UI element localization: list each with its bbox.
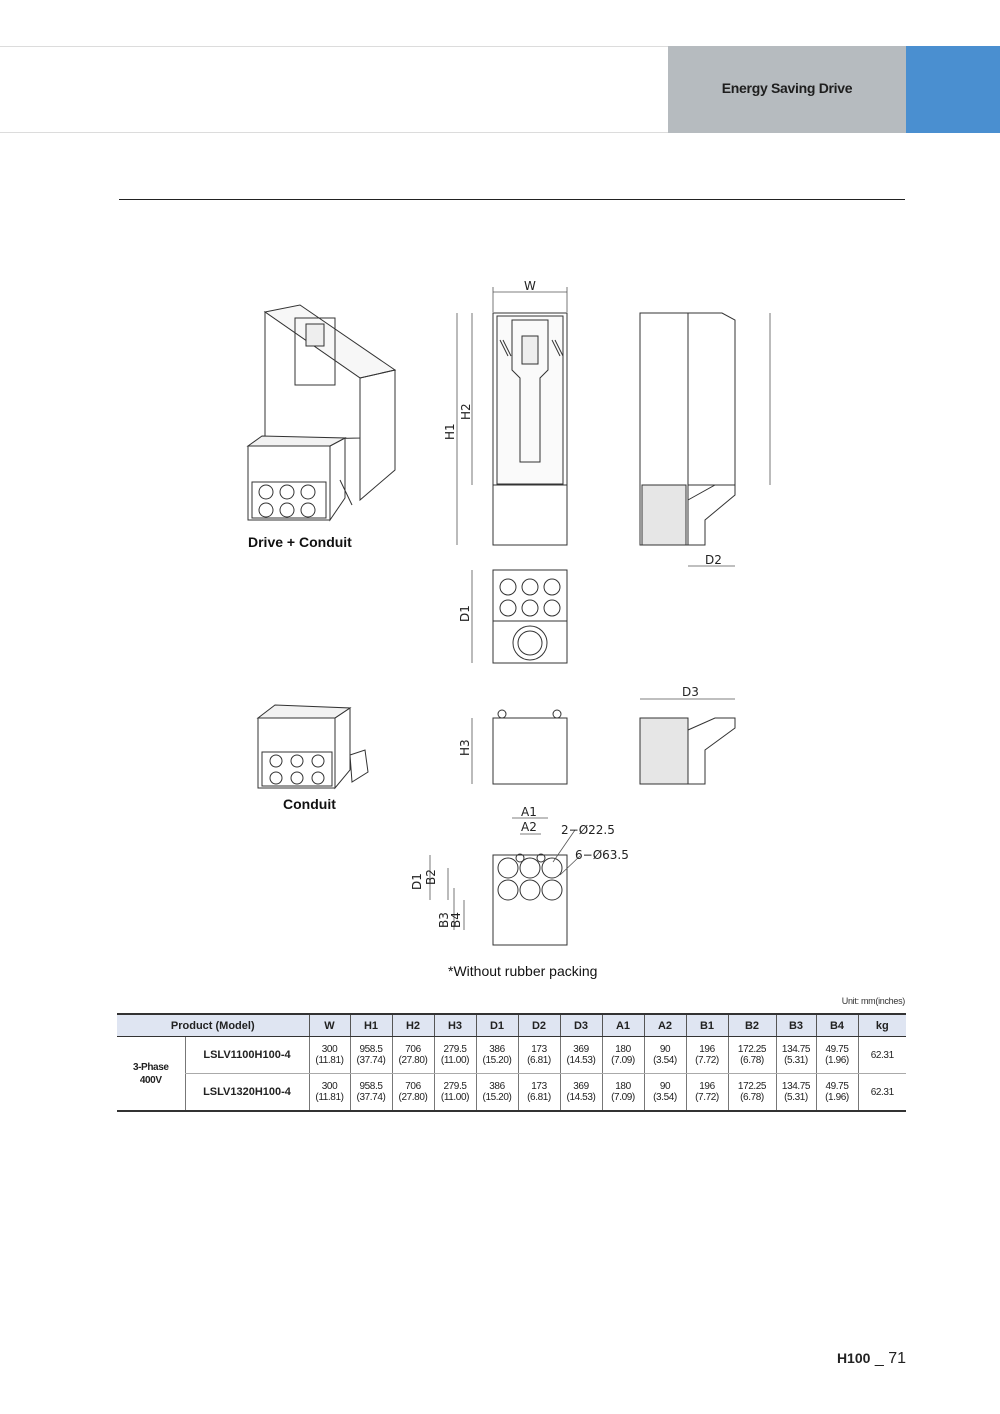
dimension-table [117, 1013, 906, 1112]
value-cell: 706 (27.80) [392, 1074, 434, 1112]
dim-label: H3 [458, 739, 472, 756]
voltage-label: 400V [139, 1074, 162, 1086]
bottom-view-drawing [493, 570, 567, 663]
value-cell: 300 (11.81) [309, 1037, 350, 1074]
value-cell: 173 (6.81) [518, 1037, 560, 1074]
dimension-drawings [0, 270, 1000, 990]
value-cell: 134.75 (5.31) [776, 1037, 816, 1074]
header-col: D1 [476, 1014, 518, 1037]
value-cell: 958.5 (37.74) [350, 1074, 392, 1112]
kg-cell: 62.31 [858, 1037, 906, 1074]
dim-label: D1 [458, 605, 472, 622]
dim-label: 6−Ø63.5 [575, 848, 629, 862]
phase-label: 3-Phase [132, 1061, 169, 1073]
header-col: A2 [644, 1014, 686, 1037]
value-cell: 279.5 (11.00) [434, 1037, 476, 1074]
value-cell: 369 (14.53) [560, 1037, 602, 1074]
value-cell: 180 (7.09) [602, 1037, 644, 1074]
footer-separator: _ [870, 1350, 889, 1367]
dim-label: H1 [443, 423, 457, 440]
header-col: kg [858, 1014, 906, 1037]
header-product: Product (Model) [117, 1014, 309, 1037]
value-cell: 196 (7.72) [686, 1037, 728, 1074]
dim-label: D3 [682, 685, 699, 699]
header-col: H2 [392, 1014, 434, 1037]
value-cell: 172.25 (6.78) [728, 1074, 776, 1112]
value-cell: 369 (14.53) [560, 1074, 602, 1112]
table-row [117, 1074, 906, 1112]
value-cell: 958.5 (37.74) [350, 1037, 392, 1074]
value-cell: 90 (3.54) [644, 1074, 686, 1112]
header-col: B3 [776, 1014, 816, 1037]
dim-label: D1 [410, 873, 424, 890]
page-number: 71 [888, 1350, 906, 1367]
drive-conduit-iso-drawing [248, 305, 395, 520]
header-col: B1 [686, 1014, 728, 1037]
value-cell: 279.5 (11.00) [434, 1074, 476, 1112]
header-col: W [309, 1014, 350, 1037]
conduit-front-drawing [493, 710, 567, 784]
value-cell: 134.75 (5.31) [776, 1074, 816, 1112]
value-cell: 300 (11.81) [309, 1074, 350, 1112]
header-accent-box [906, 46, 1000, 133]
header-col: H3 [434, 1014, 476, 1037]
conduit-iso-drawing [258, 705, 368, 788]
value-cell: 172.25 (6.78) [728, 1037, 776, 1074]
conduit-bottom-drawing [493, 854, 567, 945]
header-col: D2 [518, 1014, 560, 1037]
dim-label: B2 [424, 869, 438, 885]
model-cell: LSLV1320H100-4 [185, 1074, 309, 1112]
dim-label: H2 [459, 403, 473, 420]
value-cell: 180 (7.09) [602, 1074, 644, 1112]
dim-label: A1 [521, 805, 537, 819]
front-view-drawing [493, 313, 567, 545]
page-footer [820, 1350, 906, 1368]
dim-label: A2 [521, 820, 537, 834]
kg-cell: 62.31 [858, 1074, 906, 1112]
header-col: B4 [816, 1014, 858, 1037]
value-cell: 706 (27.80) [392, 1037, 434, 1074]
caption-conduit: Conduit [283, 796, 336, 812]
value-cell: 90 (3.54) [644, 1037, 686, 1074]
dim-label: B3 [437, 912, 451, 928]
side-view-drawing [640, 313, 735, 545]
caption-drive-conduit: Drive + Conduit [248, 534, 352, 550]
dim-label: B4 [449, 912, 463, 928]
header-title: Energy Saving Drive [721, 80, 853, 96]
section-rule [119, 199, 905, 200]
caption-note: *Without rubber packing [448, 963, 598, 979]
table-row [117, 1037, 906, 1074]
header-bottom-line [0, 132, 668, 133]
dim-label: D2 [705, 553, 722, 567]
table-header-row [117, 1014, 906, 1037]
value-cell: 196 (7.72) [686, 1074, 728, 1112]
header-col: B2 [728, 1014, 776, 1037]
header-col: A1 [602, 1014, 644, 1037]
dim-label: 2−Ø22.5 [561, 823, 615, 837]
unit-label: Unit: mm(inches) [841, 996, 905, 1006]
value-cell: 173 (6.81) [518, 1074, 560, 1112]
header-col: H1 [350, 1014, 392, 1037]
model-cell: LSLV1100H100-4 [185, 1037, 309, 1074]
phase-group-cell [117, 1037, 185, 1112]
value-cell: 386 (15.20) [476, 1037, 518, 1074]
dim-label: W [524, 279, 536, 293]
value-cell: 49.75 (1.96) [816, 1074, 858, 1112]
conduit-side-drawing [640, 718, 735, 784]
header-col: D3 [560, 1014, 602, 1037]
value-cell: 386 (15.20) [476, 1074, 518, 1112]
value-cell: 49.75 (1.96) [816, 1037, 858, 1074]
footer-product: H100 [836, 1350, 871, 1366]
